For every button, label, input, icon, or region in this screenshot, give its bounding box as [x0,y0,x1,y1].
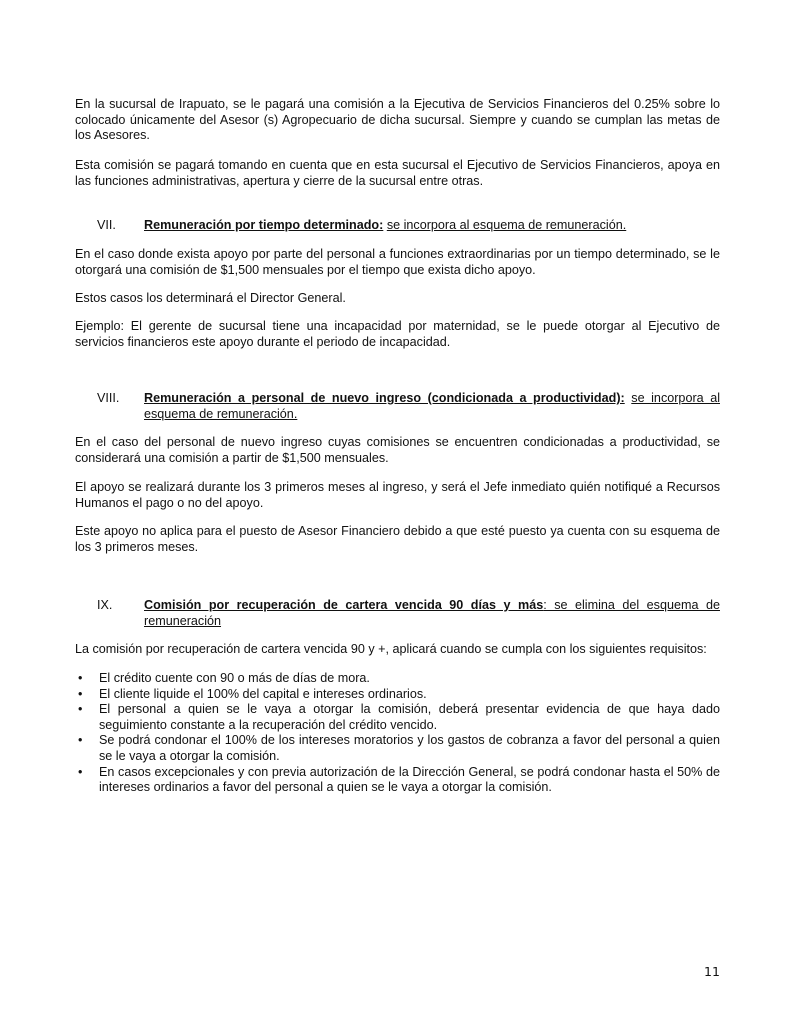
section-number: IX. [97,598,113,612]
paragraph-vii-1: En el caso donde exista apoyo por parte del personal a funciones extraordinarias por un tiempo determinado, se le otorgará una comisión de $1,500 mensuales por el tiempo que exista dicho apoyo. [75,247,720,277]
page-number: 11 [704,964,720,979]
paragraph-viii-3: Este apoyo no aplica para el puesto de Asesor Financiero debido a que esté puesto ya cuenta con su esquema de los 3 primeros meses. [75,524,720,554]
paragraph-vii-2: Estos casos los determinará el Director General. [75,291,346,305]
section-title: Remuneración a personal de nuevo ingreso (condicionada a productividad): [144,391,625,405]
section-title: Remuneración por tiempo determinado: [144,218,384,232]
paragraph-commission-basis: Esta comisión se pagará tomando en cuenta que en esta sucursal el Ejecutivo de Servicios Financieros, apoya en las funciones administrativas, apertura y cierre de la sucursal entre otras. [75,158,720,188]
section-vii-heading [75,218,720,234]
requirements-list [75,671,720,796]
list-item: • El personal a quien se le vaya a otorgar la comisión, deberá presentar evidencia de que haya dado seguimiento constante a la recuperación del crédito vencido. [75,702,720,733]
section-note: se incorpora al esquema de remuneración. [386,218,627,232]
section-viii-heading [75,391,720,422]
paragraph-ix-intro: La comisión por recuperación de cartera vencida 90 y +, aplicará cuando se cumpla con los siguientes requisitos: [75,642,707,656]
paragraph-vii-3: Ejemplo: El gerente de sucursal tiene una incapacidad por maternidad, se le puede otorgar al Ejecutivo de servicios financieros este apoyo durante el periodo de incapacidad. [75,319,720,349]
section-ix-heading [75,598,720,629]
section-title: Comisión por recuperación de cartera vencida 90 días y más [144,598,544,612]
list-item: • El cliente liquide el 100% del capital e intereses ordinarios. [75,687,720,703]
list-item: • El crédito cuente con 90 o más de días de mora. [75,671,720,687]
section-number: VII. [97,218,116,232]
paragraph-irapuato-commission: En la sucursal de Irapuato, se le pagará una comisión a la Ejecutiva de Servicios Financieros del 0.25% sobre lo colocado únicamente del Asesor (s) Agropecuario de dicha sucursal. Siempre y cuando se cumplan las metas de los Asesores. [75,97,720,143]
list-item: • Se podrá condonar el 100% de los intereses moratorios y los gastos de cobranza a favor del personal a quien se le vaya a otorgar la comisión. [75,733,720,764]
list-item: • En casos excepcionales y con previa autorización de la Dirección General, se podrá condonar hasta el 50% de intereses ordinarios a favor del personal a quien se le vaya a otorgar la comisión. [75,765,720,796]
section-note: se incorpora al esquema de remuneración. [144,391,720,421]
section-number: VIII. [97,391,120,405]
paragraph-viii-2: El apoyo se realizará durante los 3 primeros meses al ingreso, y será el Jefe inmediato quién notifiqué a Recursos Humanos el pago o no del apoyo. [75,480,720,510]
section-note: : se elimina del esquema de remuneración [144,598,720,628]
paragraph-viii-1: En el caso del personal de nuevo ingreso cuyas comisiones se encuentren condicionadas a productividad, se considerará una comisión a partir de $1,500 mensuales. [75,435,720,465]
